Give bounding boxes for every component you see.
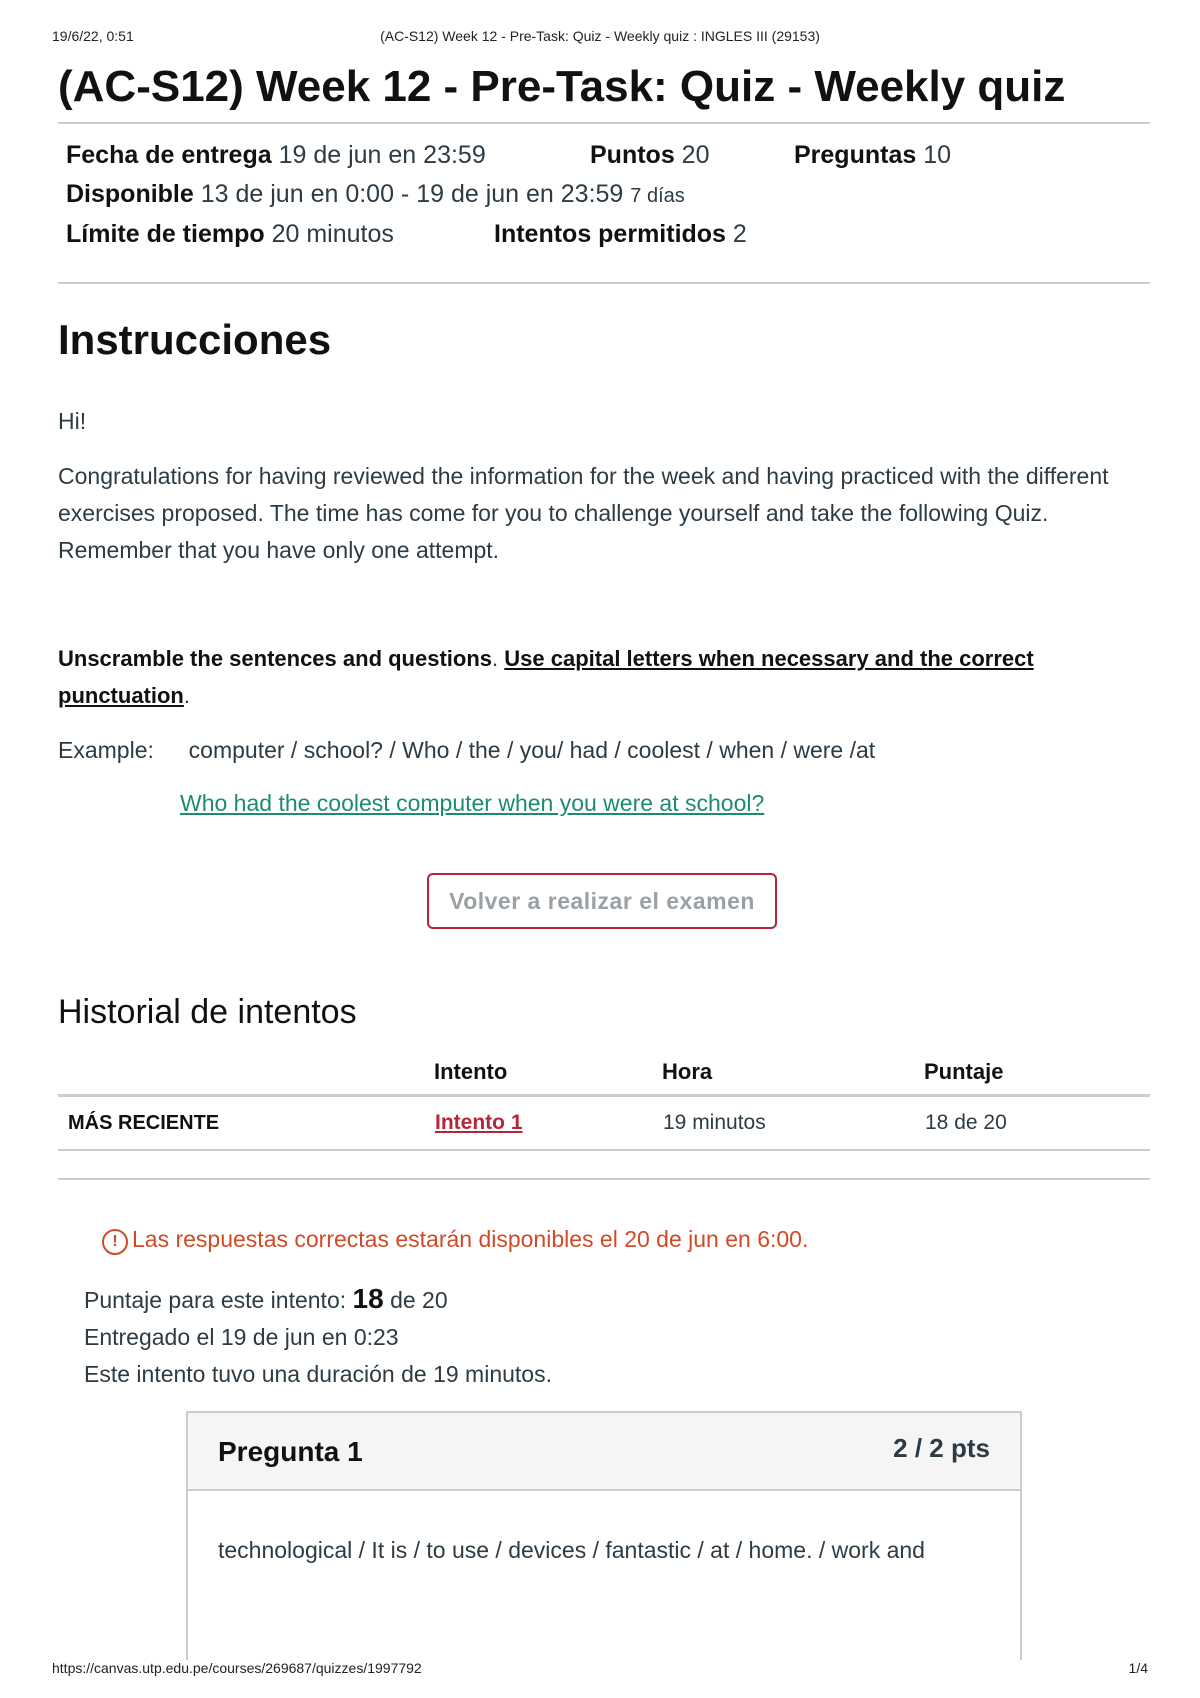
question-points: 2 / 2 pts — [893, 1433, 990, 1463]
notice-text: Las respuestas correctas estarán disponibles el 20 de jun en 6:00. — [132, 1226, 809, 1252]
attempt-link[interactable]: Intento 1 — [435, 1111, 523, 1134]
example-answer: Who had the coolest computer when you were at school? — [180, 790, 765, 816]
page-title: (AC-S12) Week 12 - Pre-Task: Quiz - Weekly quiz — [58, 62, 1066, 111]
submitted-line: Entregado el 19 de jun en 0:23 — [84, 1324, 399, 1350]
points-value: 20 — [681, 141, 710, 169]
retake-quiz-button[interactable]: Volver a realizar el examen — [427, 873, 777, 929]
available-label: Disponible — [66, 180, 194, 208]
duration-line: Este intento tuvo una duración de 19 minutos. — [84, 1361, 552, 1387]
instructions-heading: Instrucciones — [58, 316, 332, 363]
task-separator: . — [492, 646, 505, 671]
attempts-value: 2 — [732, 220, 747, 248]
instructions-paragraph: Congratulations for having reviewed the information for the week and having practiced with the different exercises proposed. The time has come for you to challenge yourself and take the following Quiz. Remember that you have only one attempt. — [58, 463, 1109, 563]
answers-notice — [102, 1226, 808, 1255]
time-limit-meta — [66, 220, 394, 249]
questions-value: 10 — [923, 141, 952, 169]
recent-label: MÁS RECIENTE — [58, 1096, 434, 1151]
due-value: 19 de jun en 23:59 — [278, 141, 486, 169]
warning-icon: ! — [102, 1229, 128, 1255]
attempts-meta — [494, 220, 747, 249]
history-heading: Historial de intentos — [58, 993, 357, 1031]
example-line — [58, 732, 1150, 769]
print-doc-title: (AC-S12) Week 12 - Pre-Task: Quiz - Weekly quiz : INGLES III (29153) — [380, 28, 820, 44]
divider — [58, 282, 1150, 284]
divider — [58, 1178, 1150, 1180]
example-label: Example: — [58, 737, 154, 763]
available-days: 7 días — [630, 185, 685, 207]
print-url: https://canvas.utp.edu.pe/courses/269687/quizzes/1997792 — [52, 1660, 422, 1676]
question-text: technological / It is / to use / devices / fantastic / at / home. / work and — [218, 1537, 925, 1563]
question-card — [186, 1411, 1022, 1660]
column-header-attempt: Intento — [434, 1050, 662, 1096]
time-limit-value: 20 minutos — [271, 220, 394, 248]
score-cell: 18 de 20 — [924, 1096, 1150, 1151]
questions-meta — [794, 141, 951, 170]
attempt-summary — [84, 1280, 552, 1393]
print-page-number: 1/4 — [1128, 1660, 1148, 1676]
time-limit-label: Límite de tiempo — [66, 220, 265, 248]
available-meta — [66, 180, 685, 209]
score-prefix: Puntaje para este intento: — [84, 1287, 347, 1313]
due-label: Fecha de entrega — [66, 141, 272, 169]
print-footer — [52, 1660, 1148, 1680]
instructions-task — [58, 640, 1150, 714]
column-header-time: Hora — [662, 1050, 924, 1096]
score-line — [84, 1280, 552, 1319]
print-header — [52, 28, 1148, 48]
attempts-label: Intentos permitidos — [494, 220, 726, 248]
points-meta — [590, 141, 709, 170]
score-value: 18 — [352, 1283, 384, 1314]
question-title: Pregunta 1 — [218, 1436, 363, 1467]
example-words: computer / school? / Who / the / you/ had / coolest / when / were /at — [188, 737, 876, 763]
time-cell: 19 minutos — [662, 1096, 924, 1151]
divider — [58, 122, 1150, 124]
attempt-history-table — [58, 1050, 1150, 1151]
task-end: . — [183, 683, 190, 708]
print-date: 19/6/22, 0:51 — [52, 28, 134, 44]
available-value: 13 de jun en 0:00 - 19 de jun en 23:59 — [200, 180, 624, 208]
question-header — [188, 1413, 1020, 1491]
quiz-meta-row-1 — [66, 141, 486, 170]
attempt-cell — [434, 1096, 662, 1151]
column-header-score: Puntaje — [924, 1050, 1150, 1096]
points-label: Puntos — [590, 141, 675, 169]
instructions-greeting: Hi! — [58, 408, 87, 434]
column-header — [58, 1050, 434, 1096]
table-header-row — [58, 1050, 1150, 1096]
task-bold: Unscramble the sentences and questions — [58, 646, 493, 671]
questions-label: Preguntas — [794, 141, 917, 169]
score-suffix: de 20 — [390, 1287, 448, 1313]
task-underline: Use capital letters when necessary and the correct punctuation — [58, 646, 1034, 708]
table-row — [58, 1096, 1150, 1151]
